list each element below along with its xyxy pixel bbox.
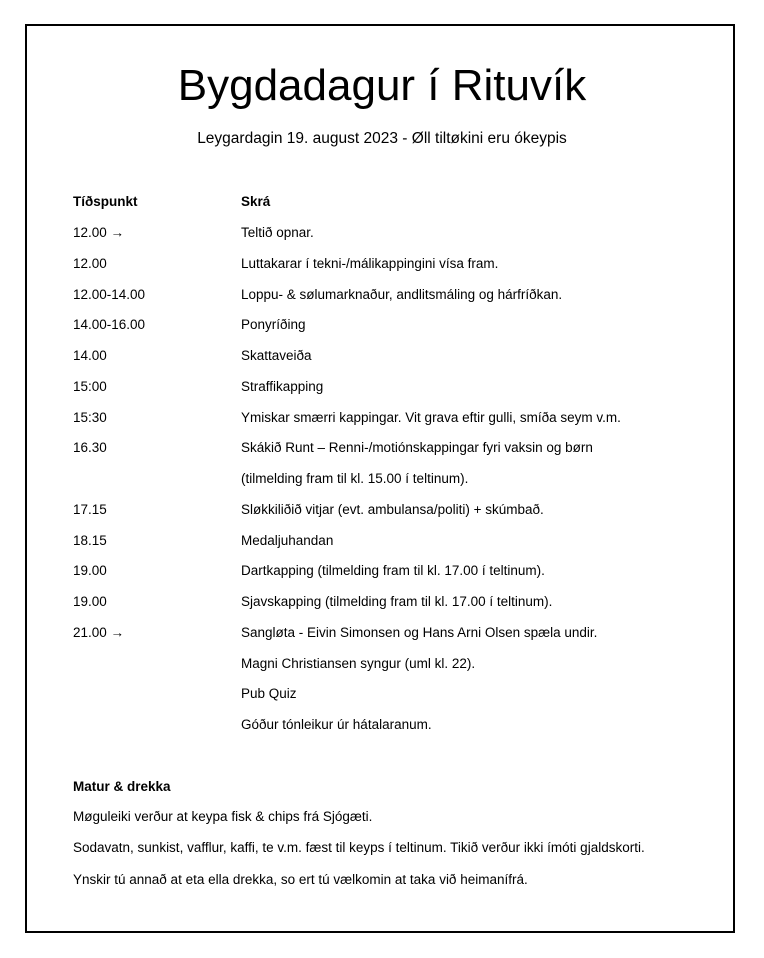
schedule-row xyxy=(0,559,764,583)
page-title: Bygdadagur í Rituvík xyxy=(177,61,587,110)
schedule-row xyxy=(0,406,764,430)
schedule-row xyxy=(0,621,764,645)
schedule-time: 12.00 xyxy=(73,255,107,271)
schedule-item: Teltið opnar. xyxy=(241,225,314,240)
schedule-item: Skattaveiða xyxy=(241,348,312,363)
schedule-item: (tilmelding fram til kl. 15.00 í teltinum). xyxy=(241,471,469,486)
schedule-item: Sløkkiliðið vitjar (evt. ambulansa/politi) + skúmbað. xyxy=(241,501,544,517)
schedule-row xyxy=(0,590,764,614)
schedule-item: Ponyríðing xyxy=(241,317,306,333)
schedule-item: Straffikapping xyxy=(241,378,324,394)
schedule-time: 14.00 xyxy=(73,348,107,363)
schedule-row xyxy=(0,344,764,368)
schedule-row xyxy=(0,682,764,706)
time-column-header: Tíðspunkt xyxy=(73,194,138,209)
schedule-row xyxy=(0,713,764,737)
schedule-row xyxy=(0,652,764,676)
page-subtitle: Leygardagin 19. august 2023 - Øll tiltøkini eru ókeypis xyxy=(197,130,567,147)
schedule-time: 14.00-16.00 xyxy=(73,317,146,333)
schedule-time: 15:30 xyxy=(73,409,107,425)
schedule-row xyxy=(0,221,764,245)
schedule-row xyxy=(0,436,764,460)
schedule-header-row xyxy=(0,190,764,214)
schedule-time: 21.00 → xyxy=(73,624,125,640)
schedule-row xyxy=(0,529,764,553)
schedule-row xyxy=(0,498,764,522)
schedule-row xyxy=(0,252,764,276)
schedule-time: 19.00 xyxy=(73,594,107,609)
item-column-header: Skrá xyxy=(241,194,271,209)
schedule-item: Dartkapping (tilmelding fram til kl. 17.00 í teltinum). xyxy=(241,563,545,579)
schedule-time: 15:00 xyxy=(73,378,107,394)
schedule-row xyxy=(0,283,764,307)
schedule-row xyxy=(0,375,764,399)
schedule-item: Loppu- & sølumarknaður, andlitsmáling og hárfríðkan. xyxy=(241,286,563,302)
schedule-item: Sangløta - Eivin Simonsen og Hans Arni Olsen spæla undir. xyxy=(241,624,598,640)
schedule-time: 19.00 xyxy=(73,563,107,579)
schedule-time: 18.15 xyxy=(73,532,107,548)
food-line: Sodavatn, sunkist, vafflur, kaffi, te v.m. fæst til keyps í teltinum. Tikið verður ikki ímóti gjaldskorti. xyxy=(73,840,645,855)
schedule-item: Sjavskapping (tilmelding fram til kl. 17.00 í teltinum). xyxy=(241,594,553,609)
schedule-time: 12.00-14.00 xyxy=(73,286,146,302)
schedule-row xyxy=(0,313,764,337)
food-line: Møguleiki verður at keypa fisk & chips frá Sjógæti. xyxy=(73,809,373,824)
schedule-item: Pub Quiz xyxy=(241,686,297,702)
schedule-item: Ymiskar smærri kappingar. Vit grava eftir gulli, smíða seym v.m. xyxy=(241,409,621,425)
schedule-item: Medaljuhandan xyxy=(241,532,334,548)
schedule-time: 12.00 → xyxy=(73,225,125,240)
schedule-time: 17.15 xyxy=(73,501,107,517)
schedule-item: Góður tónleikur úr hátalaranum. xyxy=(241,717,432,732)
food-heading: Matur & drekka xyxy=(73,779,171,794)
schedule-item: Luttakarar í tekni-/málikappingini vísa fram. xyxy=(241,255,499,271)
schedule-row xyxy=(0,467,764,491)
food-line: Ynskir tú annað at eta ella drekka, so ert tú vælkomin at taka við heimanífrá. xyxy=(73,872,528,887)
schedule-time: 16.30 xyxy=(73,440,107,456)
schedule-item: Skákið Runt – Renni-/motiónskappingar fyri vaksin og børn xyxy=(241,440,593,456)
schedule-item: Magni Christiansen syngur (uml kl. 22). xyxy=(241,655,476,671)
